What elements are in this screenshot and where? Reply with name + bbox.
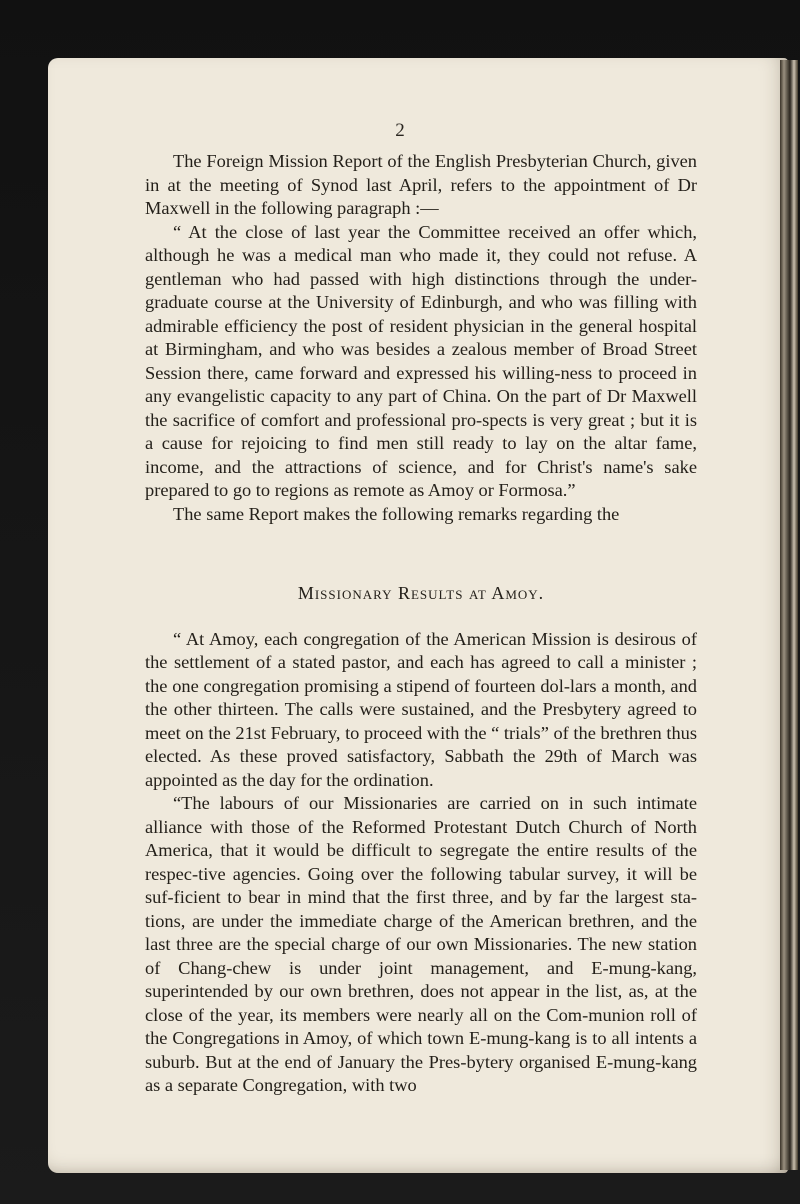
paragraph: The Foreign Mission Report of the English Presbyterian Church, given in at the meeting of Synod last April, refers to the appointment of Dr Maxwell in the following paragraph :— bbox=[145, 151, 697, 218]
paragraph: “ At the close of last year the Committee received an offer which, although he was a medical man who made it, they could not refuse. A gentleman who had passed with high distinctions through the under-graduate course at the University of Edinburgh, and who was filling with admirable efficiency the post of resident physician in the general hospital at Birmingham, and who was besides a zealous member of Broad Street Session there, came forward and expressed his willing-ness to proceed in any evangelistic capacity to any part of China. On the part of Dr Maxwell the sacrifice of comfort and professional pro-spects is very great ; but it is a cause for rejoicing to find men still ready to lay on the altar fame, income, and the attractions of science, and for Christ's name's sake prepared to go to regions as remote as Amoy or Formosa.” bbox=[145, 221, 697, 500]
section-heading: Missionary Results at Amoy. bbox=[297, 583, 545, 603]
page-number: 2 bbox=[395, 120, 405, 141]
book-edge-outer bbox=[790, 60, 798, 1170]
paragraph: “ At Amoy, each congregation of the American Mission is desirous of the settlement of a stated pastor, and each has agreed to call a minister ; the one congregation promising a stipend of fourteen dol-lars a month, and the other thirteen. The calls were sustained, and the Presbytery agreed to meet on the 21st February, to proceed with the “ trials” of the brethren thus elected. As these proved satisfactory, Sabbath the 29th of March was appointed as the day for the ordination. bbox=[145, 628, 697, 790]
paragraph: The same Report makes the following remarks regarding the bbox=[173, 503, 620, 524]
book-edge bbox=[780, 60, 790, 1170]
paragraph: “The labours of our Missionaries are carried on in such intimate alliance with those of the Reformed Protestant Dutch Church of North America, that it would be difficult to segregate the entire results of the respec-tive agencies. Going over the following tabular survey, it will be suf-ficient to bear in mind that the first three, and by far the largest sta-tions, are under the immediate charge of the American brethren, and the last three are the special charge of our own Missionaries. The new station of Chang-chew is under joint management, and E-mung-kang, superintended by our own brethren, does not appear in the list, as, at the close of the year, its members were nearly all on the Com-munion roll of the Congregations in Amoy, of which town E-mung-kang is to all intents a suburb. But at the end of January the Pres-bytery organised E-mung-kang as a separate Congregation, with two bbox=[145, 793, 697, 1095]
body-text bbox=[145, 150, 697, 1098]
